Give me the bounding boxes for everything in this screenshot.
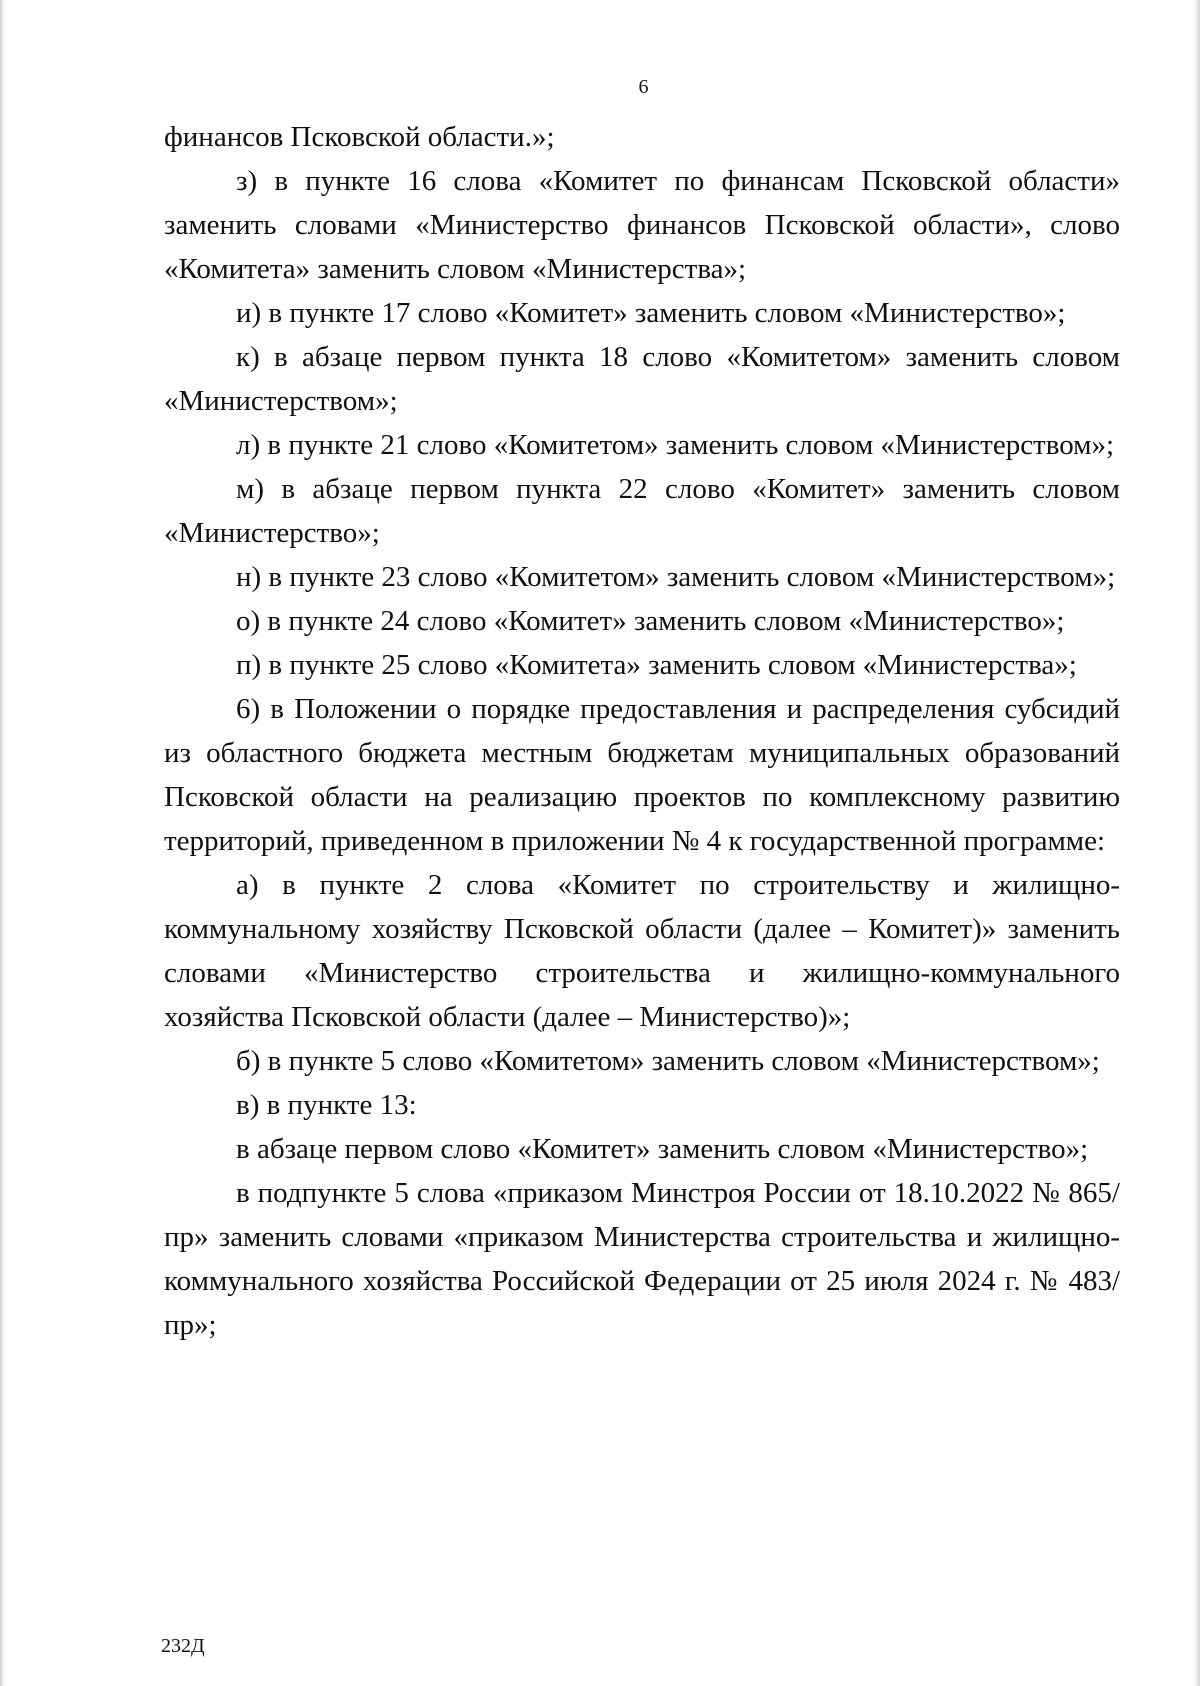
scan-edge-left <box>0 0 6 1686</box>
paragraph-item-z: з) в пункте 16 слова «Комитет по финансам Псковской области» заменить словами «Министерство финансов Псковской области», слово «Комитета» заменить словом «Министерства»; <box>164 165 1120 285</box>
paragraph-subitem-b: б) в пункте 5 слово «Комитетом» заменить словом «Министерством»; <box>236 1045 1100 1077</box>
paragraph-subitem-a: а) в пункте 2 слова «Комитет по строительству и жилищно-коммунальному хозяйству Псковской области (далее – Комитет)» заменить словами «Министерство строительства и жилищно-коммунального хозяйства Псковской области (далее – Министерство)»; <box>164 869 1120 1033</box>
paragraph-subitem-v: в) в пункте 13: <box>236 1089 417 1121</box>
paragraph-item-i: и) в пункте 17 слово «Комитет» заменить словом «Министерство»; <box>236 297 1066 329</box>
paragraph-item-m: м) в абзаце первом пункта 22 слово «Комитет» заменить словом «Министерство»; <box>164 473 1120 549</box>
footer-document-code: 232Д <box>161 1635 205 1657</box>
paragraph-item-l: л) в пункте 21 слово «Комитетом» заменить словом «Министерством»; <box>236 429 1115 461</box>
paragraph-item-6: 6) в Положении о порядке предоставления и распределения субсидий из областного бюджета местным бюджетам муниципальных образований Псковской области на реализацию проектов по комплексному развитию территорий, приведенном в приложении № 4 к государственной программе: <box>164 693 1120 857</box>
paragraph-item-o: о) в пункте 24 слово «Комитет» заменить словом «Министерство»; <box>236 605 1065 637</box>
paragraph-subpoint-5: в подпункте 5 слова «приказом Минстроя России от 18.10.2022 № 865/пр» заменить словами «приказом Министерства строительства и жилищно-коммунального хозяйства Российской Федерации от 25 июля 2024 г. № 483/пр»; <box>164 1177 1120 1341</box>
paragraph-continuation: финансов Псковской области.»; <box>164 121 555 153</box>
paragraph-item-p: п) в пункте 25 слово «Комитета» заменить словом «Министерства»; <box>236 649 1077 681</box>
paragraph-abzac-first: в абзаце первом слово «Комитет» заменить словом «Министерство»; <box>236 1133 1089 1165</box>
paragraph-item-n: н) в пункте 23 слово «Комитетом» заменить словом «Министерством»; <box>236 561 1116 593</box>
document-body <box>164 115 1120 1347</box>
scan-edge-right <box>1192 0 1200 1686</box>
page-number: 6 <box>638 76 649 98</box>
paragraph-item-k: к) в абзаце первом пункта 18 слово «Комитетом» заменить словом «Министерством»; <box>164 341 1120 417</box>
